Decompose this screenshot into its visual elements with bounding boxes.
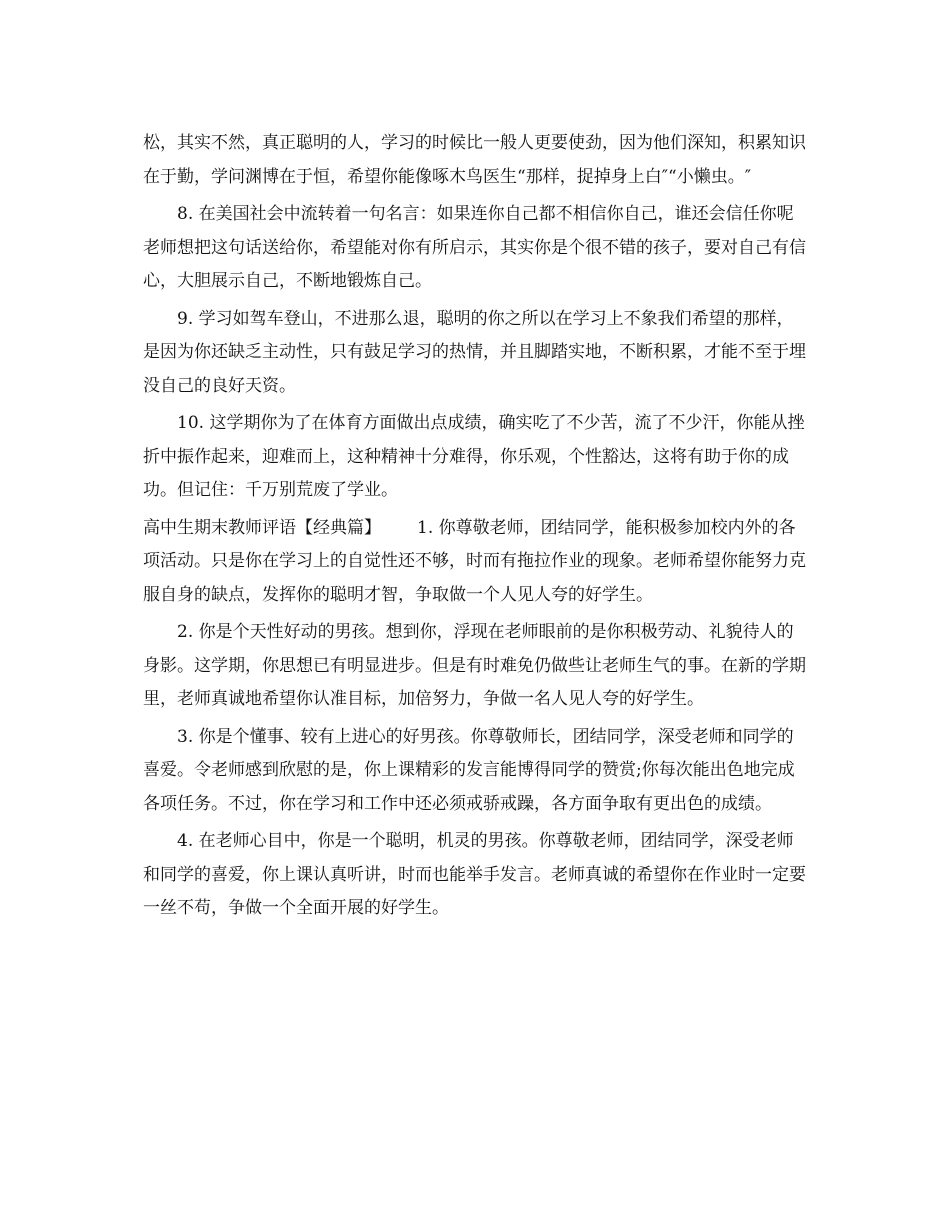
comment-item-4: 4. 在老师心目中，你是一个聪明，机灵的男孩。你尊敬老师，团结同学，深受老师和同学的喜爱，你上课认真听讲，时而也能举手发言。老师真诚的希望你在作业时一定要一丝不苟，争做一个全面开展的好学生。 (143, 831, 806, 918)
continuation-paragraph: 松，其实不然，真正聪明的人，学习的时候比一般人更要使劲，因为他们深知，积累知识在于勤，学问渊博在于恒，希望你能像啄木鸟医生“那样，捉掉身上白″“小懒虫。″ (143, 133, 806, 187)
comment-item-3: 3. 你是个懂事、较有上进心的好男孩。你尊敬师长，团结同学，深受老师和同学的喜爱。令老师感到欣慰的是，你上课精彩的发言能博得同学的赞赏;你每次能出色地完成各项任务。不过，你在学习和工作中还必须戒骄戒躁，各方面争取有更出色的成绩。 (143, 726, 795, 814)
section-block (143, 512, 808, 613)
comment-item-2: 2. 你是个天性好动的男孩。想到你，浮现在老师眼前的是你积极劳动、礼貌待人的身影。这学期，你思想已有明显进步。但是有时难免仍做些让老师生气的事。在新的学期里，老师真诚地希望你认准目标，加倍努力，争做一名人见人夸的好学生。 (143, 622, 806, 709)
comment-item-9: 9. 学习如驾车登山，不进那么退，聪明的你之所以在学习上不象我们希望的那样，是因为你还缺乏主动性，只有鼓足学习的热情，并且脚踏实地，不断积累，才能不至于埋没自己的良好天资。 (143, 308, 806, 396)
section-heading: 高中生期末教师评语【经典篇】 (143, 517, 381, 538)
section-comment-item-1: 1. 你尊敬老师，团结同学，能积极参加校内外的各项活动。只是你在学习上的自觉性还不够，时而有拖拉作业的现象。老师希望你能努力克服自身的缺点，发挥你的聪明才智，争取做一个人见人夸的好学生。 (143, 517, 806, 605)
comment-item-8: 8. 在美国社会中流转着一句名言：如果连你自己都不相信你自己，谁还会信任你呢老师想把这句话送给你，希望能对你有所启示，其实你是个很不错的孩子，要对自己有信心，大胆展示自己，不断地锻炼自己。 (143, 204, 806, 291)
comment-item-10: 10. 这学期你为了在体育方面做出点成绩，确实吃了不少苦，流了不少汗，你能从挫折中振作起来，迎难而上，这种精神十分难得，你乐观，个性豁达，这将有助于你的成功。但记住：千万别荒废了学业。 (143, 413, 805, 500)
document-body (143, 127, 808, 930)
